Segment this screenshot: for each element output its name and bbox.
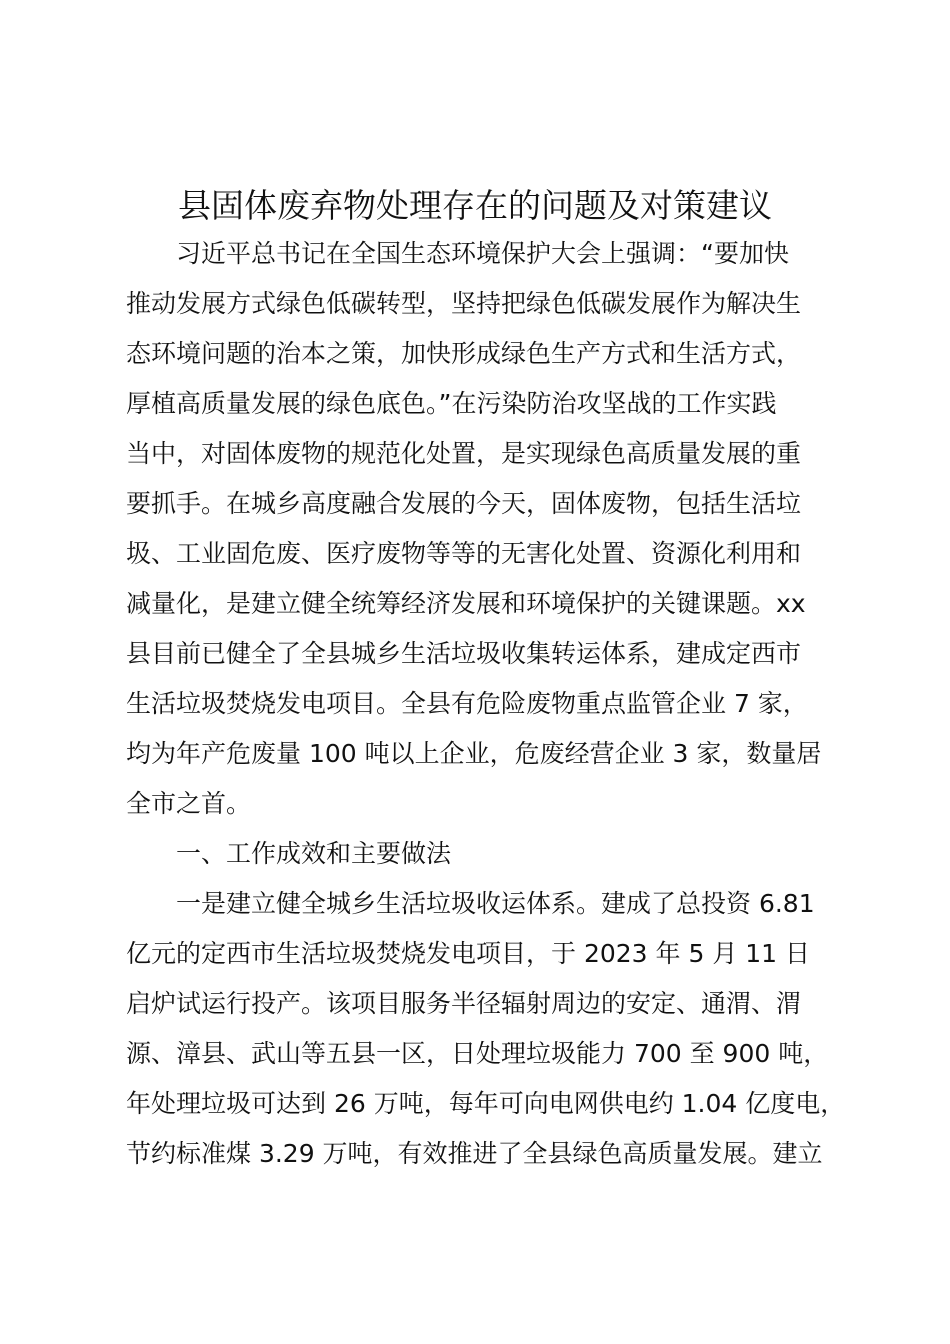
- paragraph-line: 年处理垃圾可达到 26 万吨，每年可向电网供电约 1.04 亿度电，: [126, 1089, 846, 1118]
- paragraph-line: 态环境问题的治本之策，加快形成绿色生产方式和生活方式，: [126, 339, 802, 368]
- paragraph-line: 县目前已健全了全县城乡生活垃圾收集转运体系，建成定西市: [126, 639, 802, 668]
- paragraph-line: 全市之首。: [126, 789, 252, 818]
- paragraph-line: 减量化，是建立健全统筹经济发展和环境保护的关键课题。xx: [126, 589, 806, 618]
- paragraph-line: 均为年产危废量 100 吨以上企业，危废经营企业 3 家，数量居: [126, 739, 822, 768]
- paragraph-line: 源、漳县、武山等五县一区，日处理垃圾能力 700 至 900 吨，: [126, 1039, 829, 1068]
- paragraph-line: 圾、工业固危废、医疗废物等等的无害化处置、资源化利用和: [126, 539, 802, 568]
- paragraph-line: 一是建立健全城乡生活垃圾收运体系。建成了总投资 6.81: [176, 889, 815, 918]
- paragraph-line: 亿元的定西市生活垃圾焚烧发电项目，于 2023 年 5 月 11 日: [126, 939, 811, 968]
- section-heading: 一、工作成效和主要做法: [176, 839, 452, 868]
- paragraph-line: 习近平总书记在全国生态环境保护大会上强调：“要加快: [176, 239, 789, 268]
- paragraph-line: 厚植高质量发展的绿色底色。”在污染防治攻坚战的工作实践: [126, 389, 777, 418]
- paragraph-line: 启炉试运行投产。该项目服务半径辐射周边的安定、通渭、渭: [126, 989, 802, 1018]
- paragraph-line: 推动发展方式绿色低碳转型，坚持把绿色低碳发展作为解决生: [126, 289, 802, 318]
- paragraph-line: 要抓手。在城乡高度融合发展的今天，固体废物，包括生活垃: [126, 489, 802, 518]
- paragraph-line: 生活垃圾焚烧发电项目。全县有危险废物重点监管企业 7 家，: [126, 689, 808, 718]
- paragraph-line: 节约标准煤 3.29 万吨，有效推进了全县绿色高质量发展。建立: [126, 1139, 823, 1168]
- paragraph-line: 当中，对固体废物的规范化处置，是实现绿色高质量发展的重: [126, 439, 802, 468]
- document-title: 县固体废弃物处理存在的问题及对策建议: [178, 186, 772, 225]
